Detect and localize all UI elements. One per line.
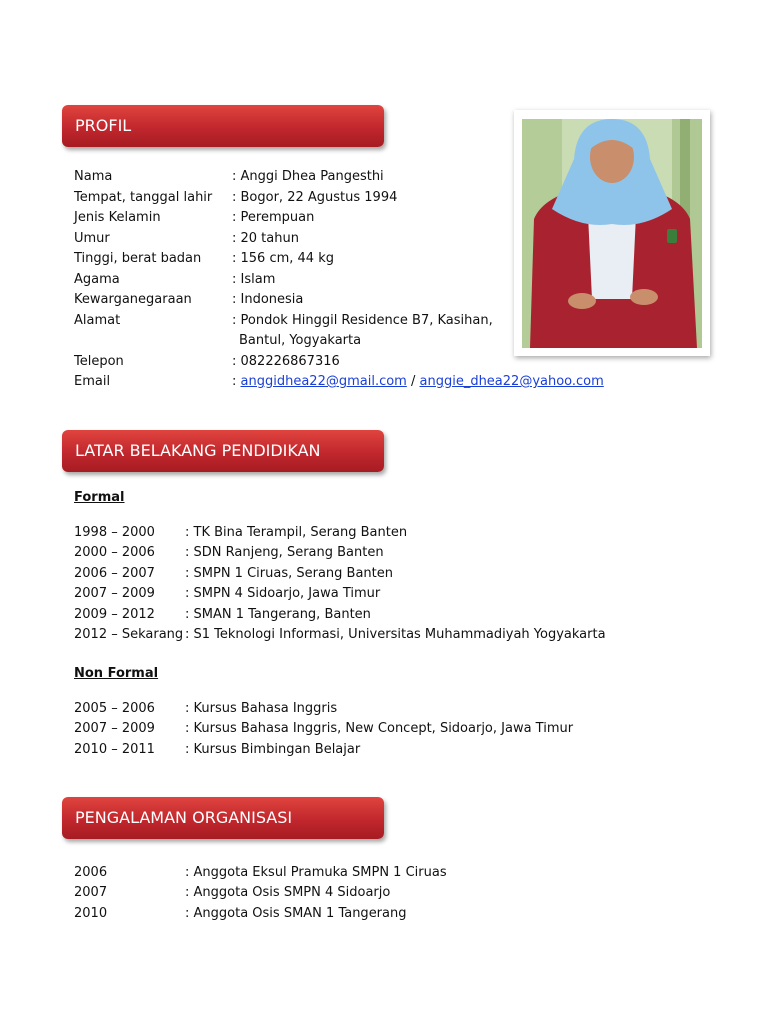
- organization-section-header: PENGALAMAN ORGANISASI: [62, 797, 384, 839]
- profile-label: Nama: [74, 169, 113, 184]
- email-link-gmail[interactable]: anggidhea22@gmail.com: [240, 374, 407, 389]
- organization-year: 2006: [74, 865, 108, 880]
- education-years: 2010 – 2011: [74, 742, 155, 757]
- profile-value: : Indonesia: [232, 292, 304, 307]
- profile-label: Alamat: [74, 313, 121, 328]
- profile-value: : 082226867316: [232, 354, 340, 369]
- profile-photo: [522, 119, 702, 348]
- profile-label: Tinggi, berat badan: [74, 251, 202, 266]
- organization-role: : Anggota Osis SMAN 1 Tangerang: [185, 906, 407, 921]
- profile-value: : Bogor, 22 Agustus 1994: [232, 190, 398, 205]
- profile-value: : 20 tahun: [232, 231, 299, 246]
- education-years: 2007 – 2009: [74, 721, 155, 736]
- education-school: : SMPN 1 Ciruas, Serang Banten: [185, 566, 393, 581]
- organization-year: 2007: [74, 885, 108, 900]
- nonformal-subheading: Non Formal: [74, 666, 159, 681]
- profile-label: Jenis Kelamin: [74, 210, 161, 225]
- education-years: 2005 – 2006: [74, 701, 155, 716]
- email-link-yahoo[interactable]: anggie_dhea22@yahoo.com: [419, 374, 604, 389]
- profile-label: Agama: [74, 272, 120, 287]
- profile-label: Tempat, tanggal lahir: [74, 190, 213, 205]
- email-prefix: :: [232, 374, 241, 389]
- profile-value: : Perempuan: [232, 210, 315, 225]
- education-course: : Kursus Bahasa Inggris, New Concept, Sidoarjo, Jawa Timur: [185, 721, 574, 736]
- profile-value: : Anggi Dhea Pangesthi: [232, 169, 384, 184]
- education-years: 2007 – 2009: [74, 586, 155, 601]
- profile-label: Umur: [74, 231, 110, 246]
- profile-label: Kewarganegaraan: [74, 292, 192, 307]
- education-school: : S1 Teknologi Informasi, Universitas Muhammadiyah Yogyakarta: [185, 627, 606, 642]
- profile-label: Telepon: [74, 354, 124, 369]
- profile-value: : 156 cm, 44 kg: [232, 251, 334, 266]
- profile-photo-frame: [514, 110, 710, 356]
- education-school: : SMPN 4 Sidoarjo, Jawa Timur: [185, 586, 381, 601]
- profile-value: : Islam: [232, 272, 276, 287]
- profile-value: : Pondok Hinggil Residence B7, Kasihan,: [232, 313, 493, 328]
- organization-year: 2010: [74, 906, 108, 921]
- education-section-header: LATAR BELAKANG PENDIDIKAN: [62, 430, 384, 472]
- education-years: 1998 – 2000: [74, 525, 155, 540]
- profile-value-continued: Bantul, Yogyakarta: [239, 333, 362, 348]
- email-values: [232, 372, 604, 392]
- organization-role: : Anggota Eksul Pramuka SMPN 1 Ciruas: [185, 865, 447, 880]
- email-separator: /: [406, 374, 420, 389]
- formal-subheading: Formal: [74, 490, 125, 505]
- education-years: 2000 – 2006: [74, 545, 155, 560]
- education-school: : SMAN 1 Tangerang, Banten: [185, 607, 371, 622]
- profile-row-address: [74, 311, 514, 351]
- profile-section-header: PROFIL: [62, 105, 384, 147]
- education-course: : Kursus Bimbingan Belajar: [185, 742, 361, 757]
- education-years: 2012 – Sekarang: [74, 627, 184, 642]
- education-course: : Kursus Bahasa Inggris: [185, 701, 338, 716]
- education-school: : TK Bina Terampil, Serang Banten: [185, 525, 408, 540]
- education-years: 2006 – 2007: [74, 566, 155, 581]
- profile-label: Email: [74, 374, 111, 389]
- education-school: : SDN Ranjeng, Serang Banten: [185, 545, 384, 560]
- education-years: 2009 – 2012: [74, 607, 155, 622]
- profile-photo-illustration: [522, 119, 702, 348]
- organization-role: : Anggota Osis SMPN 4 Sidoarjo: [185, 885, 391, 900]
